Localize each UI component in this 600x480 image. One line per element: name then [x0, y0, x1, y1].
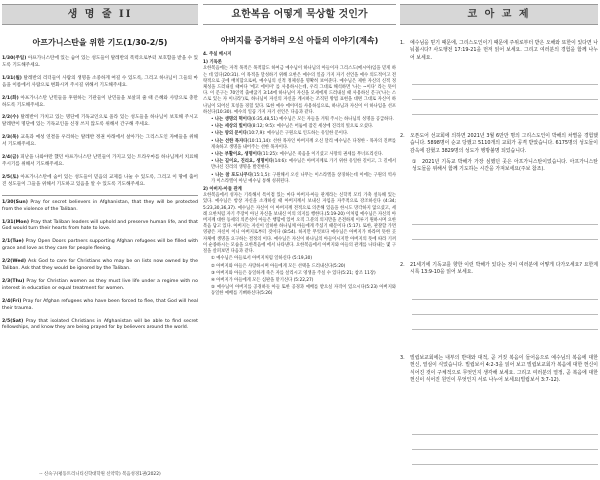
bullet-mark: • — [211, 124, 215, 130]
bullet-mark: • — [211, 131, 215, 137]
numbered-item — [211, 285, 396, 297]
prayer-text: Pray for Christian women as they must live life under a regime with no interest in education or equal treatment for women. — [2, 278, 198, 291]
father-son-paragraph: 요한복음에서 성자는 기록해서 특이점 있는 마다 아버지-아들 관계라는 신학적 모티 가축 설득해 있는 있다. 예수님은 항상 자신을 소개하실 때 아버지께서 보내신 자임을 자주적으로 강조하신다 (4:34; 5:23,30,36,37). 예수님은 자신이 이 아버지께 전적으로 의존해 있음을 한시도 망각하지 않으셨고, 세례 요한처럼 자기 주장이 아닌 자신을 보내신 이의 의지를 행한다.(5:19-20) 이처럼 예수님은 자신의 아버지께 대한 동세의 의존성이 아들은 행함에 있어 오직 그분의 의지만을 온전하게 이루기 원하시며 요한복음 담고 있다. 아버지는 자신이 일하한 하나님께 아들에게 주셨기 때문이다 (5:17). 또한, 관찰할 가면 영광은 자신이 이니 아버지로부터 것이다 (8:54). 하지만 무엇보다 예수님은 아버지가 바라며 뜻한 곳 자체에 생명을 요구하는 결정의 이다. 예수님은 자신이 하나님의 아들이시지만 아버지의 뜻에 따라 기꺼이 순종하시는 모습을 요한복음에 에서 나타낸다. 요한복음에서 아버지와 아들의 관계를 나타내는 몇 구절을 살펴보면 다음과 같다. — [203, 193, 396, 255]
prayer-text: Pray Open Doors partners supporting Afghan refugees will be filled with grace and love as they care for people fleeing. — [2, 239, 198, 252]
prayer-text: 아프가니스탄에 숨어 있는 성도들이 믿음의 교제를 나눌 수 있도록, 그리고 이 땅에 출어진 성도들이 그들을 위해서 기도하고 있음을 알 수 있도록 기도해주세요. — [2, 174, 198, 187]
divider — [2, 195, 198, 196]
question-text: 예수님을 믿기 때문에, 그리스도인이기 때문에 주위로부터 받은 오해와 또한이 있다면 나눠봅시다? 사도행전 17:19-21을 먼저 읽어 보세요. 그리고 여러분의 경험을 함께 나누어 보세요. — [410, 40, 598, 61]
self-declaration-item — [211, 159, 396, 171]
lifeline-header: 생 명 줄 II — [2, 4, 198, 25]
fellowship-column — [400, 0, 598, 480]
bullet-mark: • — [211, 138, 216, 144]
numbered-mark: ④ — [211, 277, 217, 283]
meditation-column — [203, 0, 396, 480]
christology-paragraph: 요한복음에는 자적 목적은 목적함도 하여금 예수님이 하나님의 아들이자 그리스도(메시아)임을 믿게 하는 데 있다(20:31). 이 목적을 달성하기 위해 요한은 예수의 일곱 가지 자기 선언을 예수 의도적이고 전략적으로 곳에 배치함으로써, 예수님의 신적 정체성을 명확히 보여준다. 예수님은 제한 자신의 신적 정체성을 드러내실 때마다 '에고 에이미' 를 사용하시는데, 우리 그대로 해석하면 '나는 ~이다' 라는 뜻이다. 이 문구는 70인역 출애굽기 3:14에 하나님이 자신을 모세에게 드러내실 때 사용하신 문구('나는 스스로 있는 자 이니라')로, 하나님이 자신의 자신을 계시하는 조직된 방법 표현을 대변 그대로 자신이 하나님이 되어신 호칭을 경험 있다. 또한 예수 에이미를 사용하심으로, 하나님과 자신이 이 하나임을 선포하신다(10:30). 예수의 일곱 가지 자기 선언은 다음과 같다. — [203, 66, 396, 115]
numbered-text: 예수님이 아버지를 공경하듯 아들 또한 공경과 예배를 받으실 자격이 있으시다(5:23) 아버지와 동일한 예배를 기뻐하신다(5:26) — [211, 285, 396, 297]
declaration-detail: (10:7,9): 예수님은 구원으로 인도하는 유일한 문이다. — [246, 131, 349, 137]
section-heading: 4. 주실 메시지 — [203, 52, 232, 57]
prayer-date: 1/30(Sun) — [2, 199, 28, 205]
meditation-header: 요한복음 어떻게 묵상할 것인가 — [203, 4, 396, 25]
question-3 — [400, 262, 598, 277]
answer-lines-3 — [412, 285, 598, 330]
prayer-item — [2, 135, 198, 149]
self-declaration-item — [211, 117, 396, 123]
declaration-detail: (10:11,14): 선한 목자인 아버지께 오신 달리 예수님은 다정한 - 목자의 진쁘를 게속하고 생명을 내어주는 선한 목자이다. — [211, 138, 396, 150]
prayer-date: 2/3(목) — [2, 135, 19, 141]
bullet-mark: • — [211, 152, 215, 158]
prayer-date: 2/4(금) — [2, 155, 19, 161]
prayer-item — [2, 76, 198, 90]
meditation-body — [203, 52, 396, 298]
question-number: 2. — [400, 262, 405, 268]
question-number: 3. — [400, 355, 405, 361]
declaration-detail: (15:1,5): 구원해서 오신 나무는 이스라엘을 상징하는데 이에는 구원의 역사가 이스라엘이 아닌 예수님 통해 성취된다. — [211, 172, 396, 184]
prayer-item — [2, 259, 198, 273]
prayer-text: 아프가니스탄에 있는 숨어 있는 성도들이 탈레반의 폭력으로부터 보호함을 받을 수 있도록 기도해주세요. — [2, 56, 198, 68]
declaration-phrase: 나는 세상의 빛이다 — [214, 124, 252, 130]
sub-question-marker: ① — [412, 158, 417, 165]
self-declaration-item — [211, 152, 396, 158]
declaration-phrase: 나는 양의 문이다 — [214, 131, 247, 137]
prayer-item — [2, 200, 198, 214]
declaration-detail: (11:25): 예수님은 죽음을 이기셨고 사망의 권세를 무너뜨리신다. — [261, 152, 384, 158]
self-declaration-item — [211, 173, 396, 185]
question-2 — [400, 133, 598, 173]
numbered-text: 아버지와 아들은 사랑하시며 아들에게 모든 선택을 드러내신다(5:20) — [216, 263, 346, 269]
prayer-item — [2, 56, 198, 70]
section-subheading: 1) 기독론 — [203, 60, 222, 66]
footer-credit: -- 신숙구(평동트리니티신학대학원 신약학) 복음성경1권(2022) — [39, 472, 161, 477]
lifeline-column — [2, 0, 198, 480]
question-number: 1. — [400, 40, 405, 46]
self-declaration-item — [211, 131, 396, 137]
numbered-item — [211, 278, 396, 284]
declaration-phrase: 나는 생명의 떡이다 — [214, 117, 252, 123]
declaration-detail: (8:12; 9:5): 예수님은 어둠에 잠긴 세상에 진리의 빛으로 오셨다. — [251, 124, 374, 130]
declaration-detail: (14:6): 예수님은 아버지께로 가기 위한 유일한 길이고, 그 길에서 만나신 진리의 생명을 발견한다. — [211, 159, 396, 171]
question-1 — [400, 40, 598, 62]
prayer-text: Pray that isolated Christians in Afghanistan will be able to find secret fellowships, and know they are being prayed for by believers around the world. — [2, 318, 198, 331]
prayer-item — [2, 279, 198, 293]
prayer-text: 교육과 예성 연결을 우리하는 탈레반 정권 아래에서 살아가는 그리스도인 자매들을 위해서 기도해주세요. — [2, 135, 198, 148]
question-number: 2. — [400, 133, 405, 139]
prayer-text: 탈레반의 리더들이 사람의 생명을 소중하게 여길 수 있도록, 그리고 하나님이 그들의 마음을 이룸에서 사람으로 변화시켜 주시길 위해서 기도해주세요. — [2, 75, 198, 88]
question-text: 빌립보교회에는 내부의 반대와 대적, 곧 거짓 복음이 들어옴으로 예수님의 복음에 대한 헌신, 열심이 식었습니다. 빌립보서 4:2-3을 읽어 보고 빌립보교회가 복음에 대한 헌신이 식어진 것이 구체적으로 무엇인지 생각해 보세요. 그리고 여러분의 열정, 곧 복음에 대한 헌신이 식어진 원인이 무엇인지 서로 나누어 보세요(빌립보서 3:7-12). — [410, 355, 598, 383]
prayer-text: Pray for Afghan refugees who have been forced to flee, that God will heal their trauma. — [2, 298, 198, 311]
prayer-date: 2/5(Sat) — [2, 318, 24, 324]
numbered-item — [211, 256, 396, 262]
sub-question-text: 2021년 기독교 박해가 가장 심했던 곳은 아프가니스탄이었습니다. 아프가니스탄 성도들을 위해서 함께 기도하는 시간을 가져보세요(주보 참조). — [412, 158, 598, 173]
prayer-date: 1/31(월) — [2, 75, 22, 81]
answer-lines-1 — [412, 70, 598, 115]
prayer-text: Ask God to care for Christians who may be on lists now owned by the Taliban. Ask that they would be ignored by the Taliban. — [2, 259, 198, 272]
numbered-item — [211, 271, 396, 277]
declaration-detail: (6:35,48,51) 예수님은 모든 자들을 겨워 주시는 하나님의 성명을 공급하다. — [251, 117, 394, 123]
numbered-item — [211, 264, 396, 270]
prayer-date: 1/31(Mon) — [2, 219, 30, 225]
prayer-text: 아프가니스탄 난민들을 후원하는 기관들이 난민들을 보살피 줄 때 은혜와 사랑으로 충만하도록 기도해주세요. — [2, 95, 198, 108]
fellowship-header: 코 아 교 제 — [400, 4, 598, 25]
prayer-item — [2, 220, 198, 234]
prayer-text: 탈레반이 가치고 있는 명단에 기독교인으로 올라 있는 성도들을 하나님이 보호해 주시고 탈레반이 명단에 있는 기독교인을 신경 쓰지 않도록 위해서 간구해 주세요. — [2, 115, 198, 128]
prayer-item — [2, 239, 198, 253]
prayer-text: Pray that Taliban leaders will uphold and preserve human life, and that God would turn their hearts from hate to love. — [2, 219, 198, 232]
numbered-list — [203, 256, 396, 297]
declaration-phrase: 나는 참 포도나무다 — [215, 172, 253, 178]
answer-lines-2 — [412, 210, 598, 240]
prayer-date: 2/3(Thu) — [2, 278, 25, 284]
prayer-date: 1/30(주일) — [2, 56, 27, 61]
declaration-phrase: 나는 길이요, 진리요, 생명이다 — [215, 159, 273, 165]
bullet-mark: • — [211, 159, 216, 165]
section-subheading-2: 2) 아버지-아들 관계 — [203, 187, 242, 193]
numbered-mark: ① — [211, 256, 217, 262]
prayer-title: 아프가니스탄을 위한 기도(1/30-2/5) — [32, 38, 168, 47]
prayer-item — [2, 319, 198, 333]
english-prayer-list — [2, 200, 198, 333]
prayer-date: 2/4(Fri) — [2, 298, 22, 304]
prayer-item — [2, 115, 198, 129]
numbered-mark: ③ — [211, 270, 217, 276]
question-4 — [400, 355, 598, 384]
numbered-text: 아버지와 아들은 동일하게 죽은 자를 살리시고 영생을 주실 수 있다(5:21; 참조 11장) — [216, 270, 376, 276]
bullet-mark: • — [211, 172, 216, 178]
bullet-mark: • — [211, 117, 215, 123]
numbered-mark: ② — [211, 263, 217, 269]
korean-prayer-list — [2, 56, 198, 189]
question-text: 오픈도어 선교회에 의하면 2021년 3월 6만만 명의 그리스도인이 박해의 차별을 경험했습니다. 5898명이 순교 당했고 5110개의 교회가 공격 받았습니다. 6175명의 성도들이 감옥에 감혔고 3829명의 성도가 행방불명 되었습니다. — [410, 133, 598, 154]
prayer-date: 2/1(화) — [2, 95, 19, 101]
self-declaration-item — [211, 139, 396, 151]
prayer-item — [2, 299, 198, 313]
prayer-item — [2, 175, 198, 189]
meditation-title: 아버지를 증거하러 오신 아들의 이야기(계속) — [220, 36, 379, 45]
prayer-date: 2/5(토) — [2, 174, 19, 180]
numbered-text: 예수님은 아들로서 아버지처럼 일하신다 (5:19,30) — [216, 256, 313, 262]
prayer-date: 2/2(수) — [2, 115, 19, 121]
self-declaration-item — [211, 124, 396, 130]
declaration-phrase: 나는 선한 목자다 — [215, 138, 248, 144]
answer-lines-4 — [412, 420, 598, 465]
numbered-mark: ⑤ — [211, 285, 217, 291]
question-text: 21세기에 기독교를 향한 이런 박해가 있다는 것이 여러분에 어떻게 다가오세요? 요한계시록 13:9-10을 읽어 보세요. — [410, 262, 598, 276]
prayer-text: 피난을 나와야만 했던 아프가니스탄 난민들이 가지고 있는 트라우마를 하나님께서 치료해 주시기를 위해서 기도해주세요. — [2, 155, 198, 167]
declaration-phrase: 나는 부활이요, 생명이다 — [214, 152, 262, 158]
prayer-date: 2/1(Tue) — [2, 239, 24, 245]
prayer-text: Pray for secret believers in Afghanistan, that they will be protected from the violence of the Taliban. — [2, 199, 198, 212]
prayer-date: 2/2(Wed) — [2, 259, 27, 265]
sub-question — [412, 159, 598, 173]
self-declaration-list — [203, 117, 396, 185]
prayer-item — [2, 155, 198, 169]
numbered-text: 아버지가 아들에게 모든 심판을 맡기신다 (5:22,27) — [216, 277, 314, 283]
prayer-item — [2, 96, 198, 110]
